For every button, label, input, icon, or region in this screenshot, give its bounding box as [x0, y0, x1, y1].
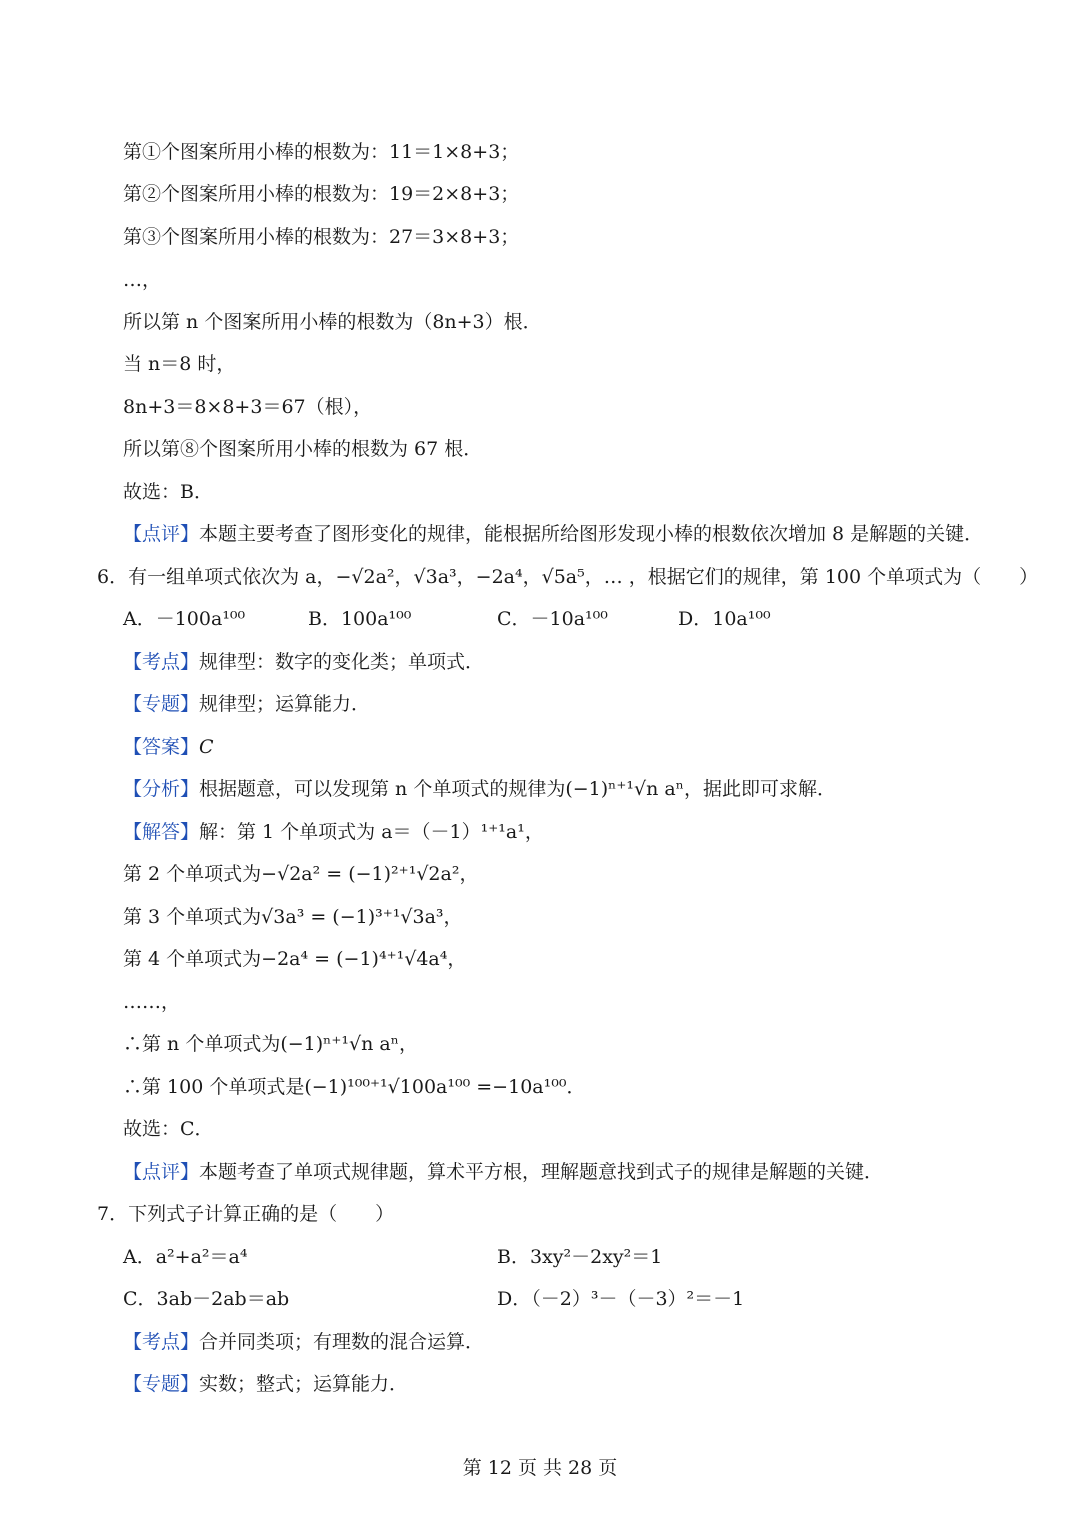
kaodian-tag: 【考点】	[123, 1331, 200, 1353]
kaodian-line	[123, 650, 484, 674]
solution-line: 第②个图案所用小棒的根数为：19＝2×8+3；	[123, 183, 520, 205]
dianping-text: 本题考查了单项式规律题，算术平方根，理解题意找到式子的规律是解题的关键．	[199, 1161, 884, 1183]
daan-text: C	[199, 736, 214, 758]
option-c: C．－10a¹⁰⁰	[497, 608, 608, 630]
kaodian-line	[123, 1330, 484, 1354]
daan-tag: 【答案】	[123, 736, 200, 758]
zhuanti-text: 规律型；运算能力．	[199, 693, 371, 715]
option-d: D．（－2）³－（－3）²＝－1	[497, 1288, 745, 1310]
solution-line: 当 n＝8 时，	[123, 353, 236, 375]
option-a: A．－100a¹⁰⁰	[123, 608, 246, 630]
jieda-text: 解：第 1 个单项式为 a＝（－1）¹⁺¹a¹，	[199, 821, 544, 843]
solution-line: 所以第⑧个图案所用小棒的根数为 67 根．	[123, 438, 483, 460]
solution-step: 第 4 个单项式为−2a⁴ = (−1)⁴⁺¹√4a⁴，	[123, 948, 467, 970]
solution-line: 所以第 n 个图案所用小棒的根数为（8n+3）根．	[123, 311, 542, 333]
fenxi-line	[123, 777, 836, 801]
solution-line: …，	[123, 269, 162, 291]
solution-step: 第 3 个单项式为√3a³ = (−1)³⁺¹√3a³，	[123, 906, 463, 928]
kaodian-text: 规律型：数字的变化类；单项式．	[199, 651, 485, 673]
comment-text: 本题主要考查了图形变化的规律，能根据所给图形发现小棒的根数依次增加 8 是解题的关键．	[199, 523, 984, 545]
option-b: B．100a¹⁰⁰	[308, 608, 412, 630]
jieda-line	[123, 820, 544, 844]
daan-line	[123, 735, 214, 759]
zhuanti-line	[123, 692, 370, 716]
question-6-stem: 6．有一组单项式依次为 a，−√2a²，√3a³，−2a⁴，√5a⁵，… ，根据它们的规律，第 100 个单项式为（ ）	[97, 566, 1039, 588]
option-b: B．3xy²－2xy²＝1	[497, 1246, 663, 1268]
kaodian-text: 合并同类项；有理数的混合运算．	[199, 1331, 485, 1353]
dianping-tag: 【点评】	[123, 1161, 200, 1183]
zhuanti-tag: 【专题】	[123, 693, 200, 715]
solution-line: 故选：B．	[123, 481, 213, 503]
solution-step: ∴第 100 个单项式是(−1)¹⁰⁰⁺¹√100a¹⁰⁰ =−10a¹⁰⁰．	[123, 1076, 586, 1098]
solution-line: 第③个图案所用小棒的根数为：27＝3×8+3；	[123, 226, 520, 248]
option-a: A．a²+a²＝a⁴	[123, 1246, 248, 1268]
comment-line	[123, 522, 983, 546]
solution-step: ……，	[123, 991, 181, 1013]
zhuanti-tag: 【专题】	[123, 1373, 200, 1395]
solution-line: 第①个图案所用小棒的根数为：11＝1×8+3；	[123, 141, 520, 163]
jieda-tag: 【解答】	[123, 821, 200, 843]
page-footer: 第 12 页 共 28 页	[462, 1457, 618, 1479]
solution-step: 故选：C．	[123, 1118, 214, 1140]
dianping-line	[123, 1160, 883, 1184]
fenxi-tag: 【分析】	[123, 778, 200, 800]
solution-line: 8n+3＝8×8+3＝67（根），	[123, 396, 373, 418]
fenxi-text: 根据题意，可以发现第 n 个单项式的规律为(−1)ⁿ⁺¹√n aⁿ，据此即可求解．	[199, 778, 836, 800]
kaodian-tag: 【考点】	[123, 651, 200, 673]
solution-step: 第 2 个单项式为−√2a² = (−1)²⁺¹√2a²，	[123, 863, 479, 885]
comment-tag: 【点评】	[123, 523, 200, 545]
zhuanti-line	[123, 1372, 408, 1396]
zhuanti-text: 实数；整式；运算能力．	[199, 1373, 409, 1395]
solution-step: ∴第 n 个单项式为(−1)ⁿ⁺¹√n aⁿ，	[123, 1033, 418, 1055]
option-c: C．3ab－2ab＝ab	[123, 1288, 290, 1310]
question-7-stem: 7．下列式子计算正确的是（ ）	[97, 1203, 395, 1225]
option-d: D．10a¹⁰⁰	[678, 608, 771, 630]
